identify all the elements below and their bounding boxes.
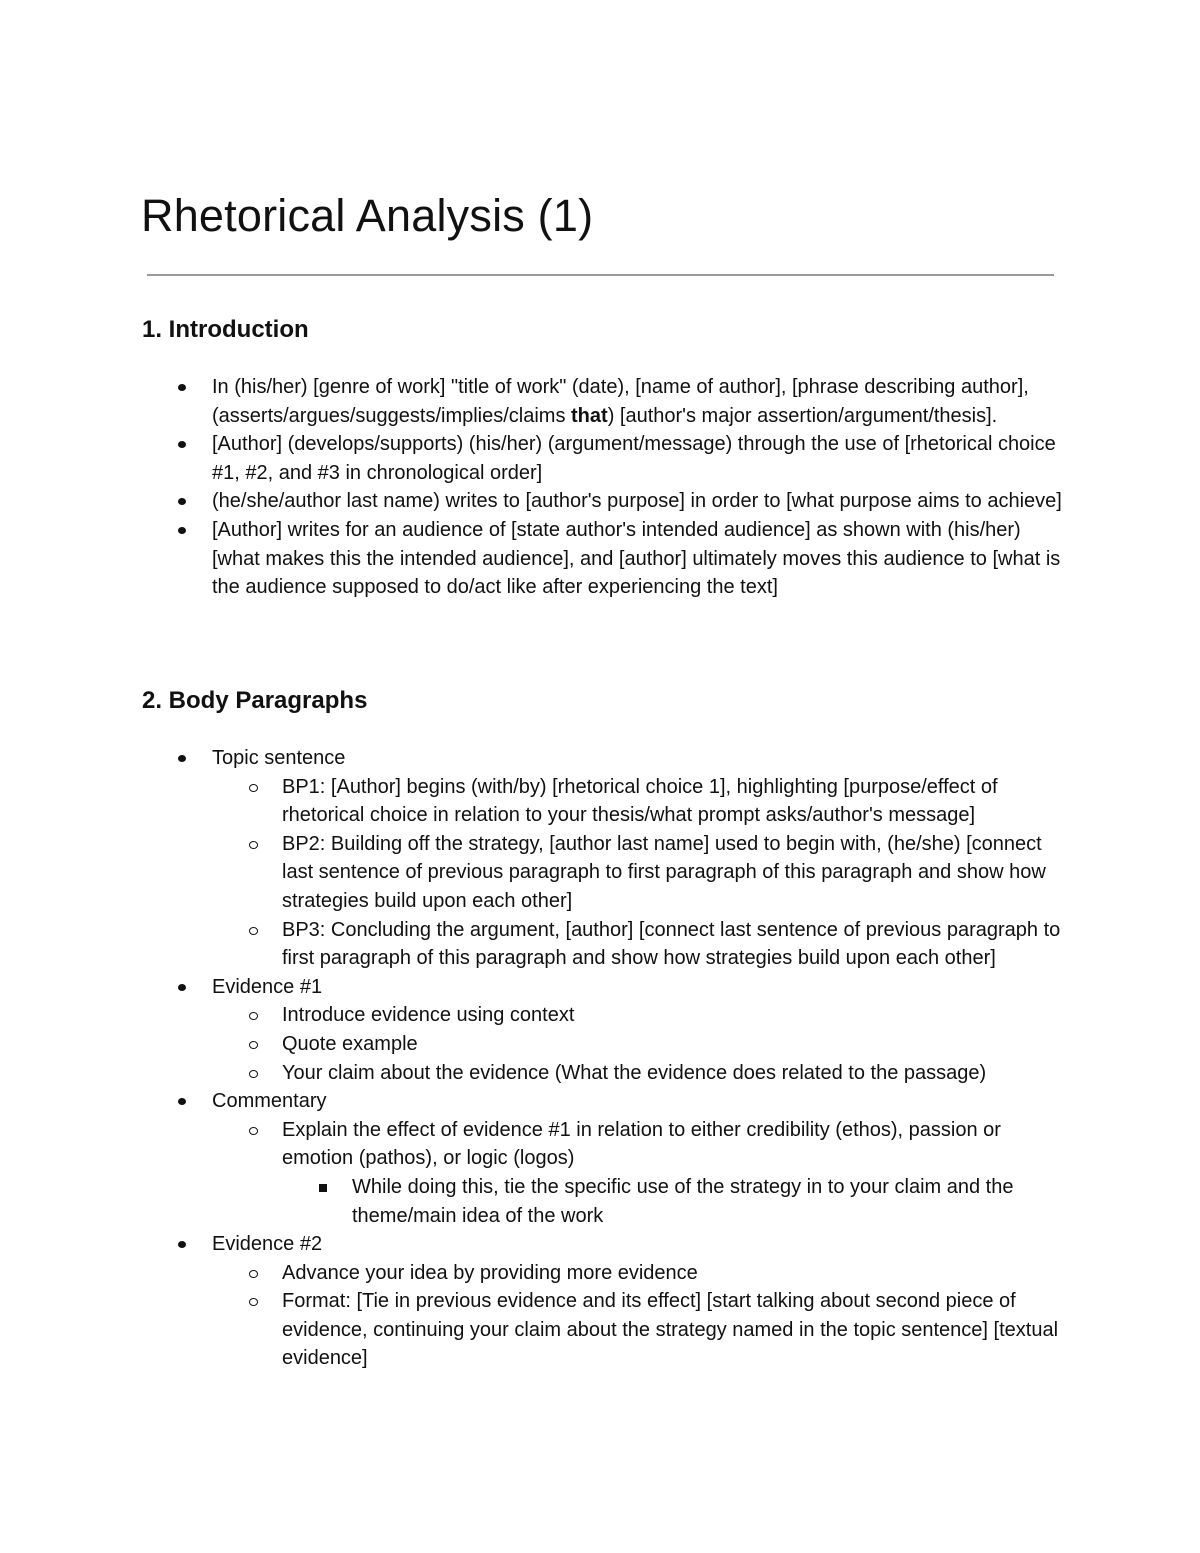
introduction-list [142, 373, 1072, 602]
evidence-1-label: Evidence #1 [212, 975, 323, 998]
evidence-2-label: Evidence #2 [212, 1233, 323, 1256]
bullet-circle-icon [249, 1041, 258, 1049]
intro-bullet-1-bold: that [571, 404, 608, 427]
body-paragraphs-list [142, 744, 1072, 1373]
evidence-2-sublist [212, 1259, 1072, 1373]
bullet-disc-icon [178, 441, 186, 448]
list-item [212, 1116, 1072, 1230]
list-item [142, 973, 1072, 1087]
list-item [212, 1259, 1072, 1288]
bullet-disc-icon [178, 984, 186, 991]
list-item [212, 1001, 1072, 1030]
commentary-subsub-1: While doing this, tie the specific use of the strategy in to your claim and the theme/main idea of the work [352, 1175, 1014, 1227]
bullet-circle-icon [249, 1012, 258, 1020]
bullet-circle-icon [249, 1127, 258, 1135]
evidence-1-sub-2: Quote example [282, 1032, 418, 1055]
list-item [212, 916, 1072, 973]
bullet-circle-icon [249, 1298, 258, 1306]
document-title: Rhetorical Analysis (1) [141, 190, 594, 241]
bullet-disc-icon [178, 498, 186, 505]
bullet-square-icon [319, 1184, 327, 1192]
list-item [212, 773, 1072, 830]
bp2-text: BP2: Building off the strategy, [author last name] used to begin with, (he/she) [connect last sentence of previous paragraph to first paragraph of this paragraph and show how strategies build upon each other] [282, 832, 1046, 912]
bullet-circle-icon [249, 784, 258, 792]
bullet-circle-icon [249, 1270, 258, 1278]
list-item [212, 830, 1072, 916]
list-item [142, 430, 1072, 487]
introduction-heading: 1. Introduction [142, 316, 309, 343]
commentary-subsublist [282, 1173, 1072, 1230]
bullet-disc-icon [178, 384, 186, 391]
title-divider [147, 274, 1054, 276]
bullet-disc-icon [178, 1241, 186, 1248]
bullet-circle-icon [249, 841, 258, 849]
list-item [142, 1230, 1072, 1373]
body-paragraphs-heading: 2. Body Paragraphs [142, 687, 368, 714]
body-paragraphs-section [142, 686, 1072, 1373]
commentary-sublist [212, 1116, 1072, 1230]
intro-bullet-3: (he/she/author last name) writes to [author's purpose] in order to [what purpose aims to achieve] [212, 490, 1062, 513]
list-item [212, 1059, 1072, 1088]
list-item [212, 1287, 1072, 1373]
topic-sentence-sublist [212, 773, 1072, 973]
list-item [142, 744, 1072, 973]
bullet-disc-icon [178, 755, 186, 762]
bullet-disc-icon [178, 527, 186, 534]
evidence-2-sub-2: Format: [Tie in previous evidence and its effect] [start talking about second piece of evidence, continuing your claim about the strategy named in the topic sentence] [textual evidence] [282, 1290, 1059, 1370]
commentary-sub-1: Explain the effect of evidence #1 in relation to either credibility (ethos), passion or emotion (pathos), or logic (logos) [282, 1118, 1001, 1170]
bp3-text: BP3: Concluding the argument, [author] [connect last sentence of previous paragraph to first paragraph of this paragraph and show how strategies build upon each other] [282, 918, 1061, 970]
list-item [142, 373, 1072, 430]
intro-bullet-1-post: ) [author's major assertion/argument/thesis]. [607, 404, 998, 427]
evidence-1-sub-3: Your claim about the evidence (What the evidence does related to the passage) [282, 1061, 987, 1084]
list-item [212, 1030, 1072, 1059]
list-item [142, 487, 1072, 516]
evidence-2-sub-1: Advance your idea by providing more evidence [282, 1261, 698, 1284]
introduction-section [142, 315, 1072, 602]
list-item [142, 1087, 1072, 1230]
intro-bullet-2: [Author] (develops/supports) (his/her) (argument/message) through the use of [rhetorical choice #1, #2, and #3 in chronological order] [212, 433, 1056, 484]
bullet-disc-icon [178, 1098, 186, 1105]
list-item [282, 1173, 1072, 1230]
list-item [142, 516, 1072, 602]
evidence-1-sub-1: Introduce evidence using context [282, 1004, 575, 1027]
evidence-1-sublist [212, 1001, 1072, 1087]
bullet-circle-icon [249, 1070, 258, 1078]
bp1-text: BP1: [Author] begins (with/by) [rhetorical choice 1], highlighting [purpose/effect of rhetorical choice in relation to your thesis/what prompt asks/author's message] [282, 775, 998, 827]
intro-bullet-4: [Author] writes for an audience of [state author's intended audience] as shown with (his/her) [what makes this the intended audience], and [author] ultimately moves this audience to [what is the audience supposed to do/act like after experiencing the text] [212, 518, 1061, 599]
bullet-circle-icon [249, 927, 258, 935]
intro-bullet-1-pre: In (his/her) [genre of work] "title of work" (date), [name of author], [phrase describing author], (asserts/argues/suggests/implies/claims [212, 376, 1029, 427]
commentary-label: Commentary [212, 1090, 327, 1113]
topic-sentence-label: Topic sentence [212, 747, 346, 769]
